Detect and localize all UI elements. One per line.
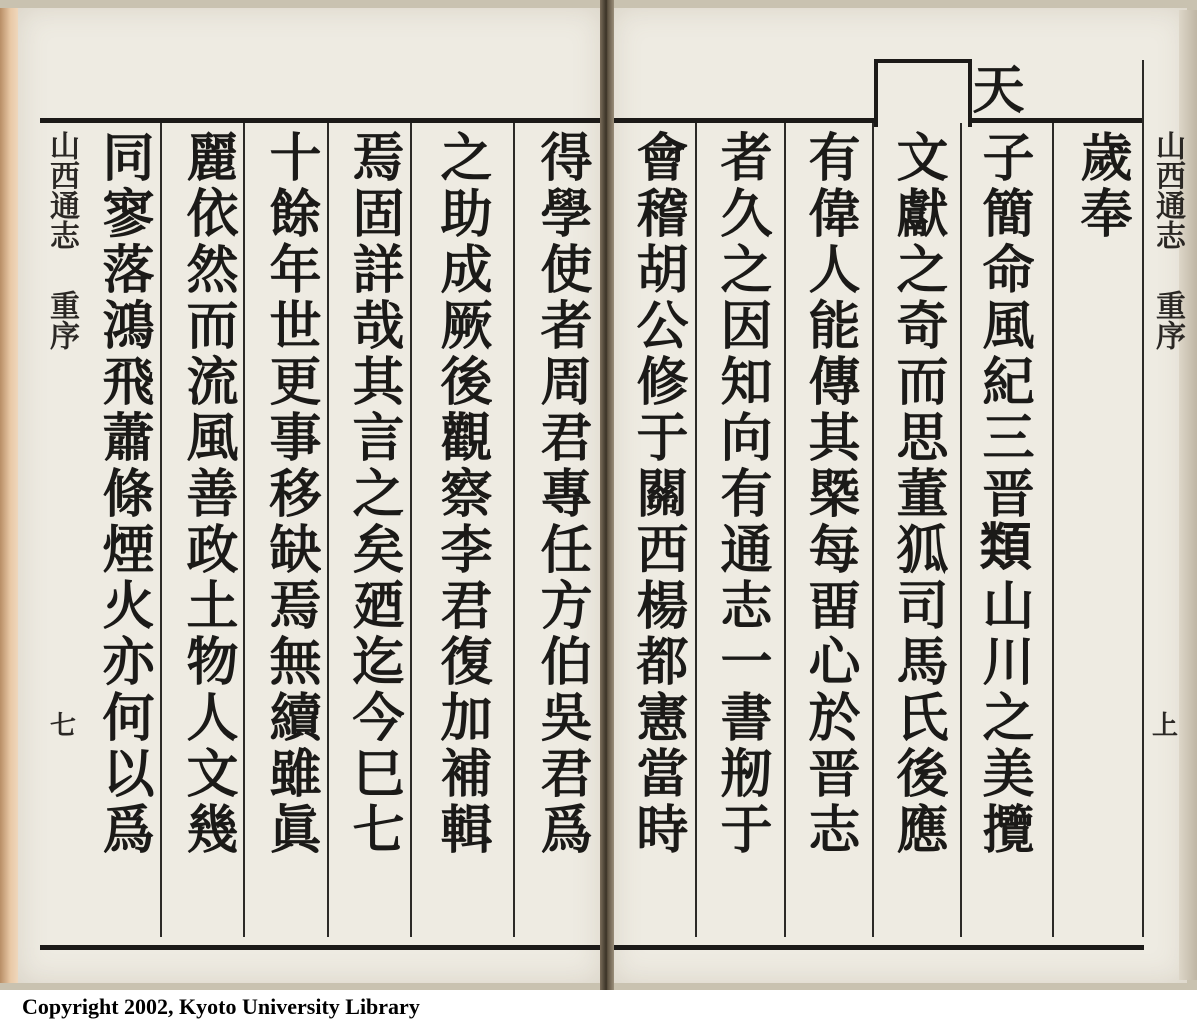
text-column: 焉固詳哉其言之矣廼迄今巳七	[343, 130, 404, 858]
column-rule	[784, 123, 786, 937]
text-column: 會稽胡公修于關西楊都憲當時	[627, 130, 688, 858]
right-folio-number: 上	[1152, 711, 1179, 741]
left-margin-subtitle: 重序	[44, 290, 79, 350]
column-rule	[872, 123, 874, 937]
text-column: 文獻之奇而思董狐司馬氏後應	[887, 130, 948, 858]
column-rule	[513, 123, 515, 937]
column-rule	[327, 123, 329, 937]
copyright-notice: Copyright 2002, Kyoto University Library	[22, 994, 420, 1019]
text-column: 子簡命風紀三晋𩔖山川之美攬	[973, 130, 1034, 858]
left-margin-title: 山西通志	[44, 130, 79, 250]
raised-heading-box	[874, 59, 972, 127]
right-margin-title: 山西通志	[1150, 130, 1185, 250]
column-rule	[160, 123, 162, 937]
right-margin-subtitle: 重序	[1150, 290, 1185, 350]
text-column: 之助成厥後觀察李君復加補輯	[431, 130, 492, 858]
text-column: 得學使者周君專任方伯吳君爲	[531, 130, 592, 858]
column-rule	[1052, 123, 1054, 937]
text-column: 者久之因知向有通志一書剏于	[711, 130, 772, 858]
right-page-frame	[614, 118, 1144, 950]
page-border-rule	[1142, 60, 1144, 937]
column-rule	[410, 123, 412, 937]
column-rule	[960, 123, 962, 937]
column-rule	[695, 123, 697, 937]
text-column: 歲奉	[1071, 130, 1132, 242]
column-rule	[243, 123, 245, 937]
raised-heading-character: 天	[963, 62, 1024, 118]
text-column: 麗依然而流風善政土物人文幾	[177, 130, 238, 858]
book-gutter	[600, 0, 614, 990]
text-column: 有偉人能傳其槩每畱心於晋志	[799, 130, 860, 858]
left-folio-number: 七	[50, 711, 77, 741]
text-column: 同寥落鴻飛蕭條煙火亦何以爲	[93, 130, 154, 858]
text-column: 十餘年世更事移缺焉無續雖眞	[260, 130, 321, 858]
